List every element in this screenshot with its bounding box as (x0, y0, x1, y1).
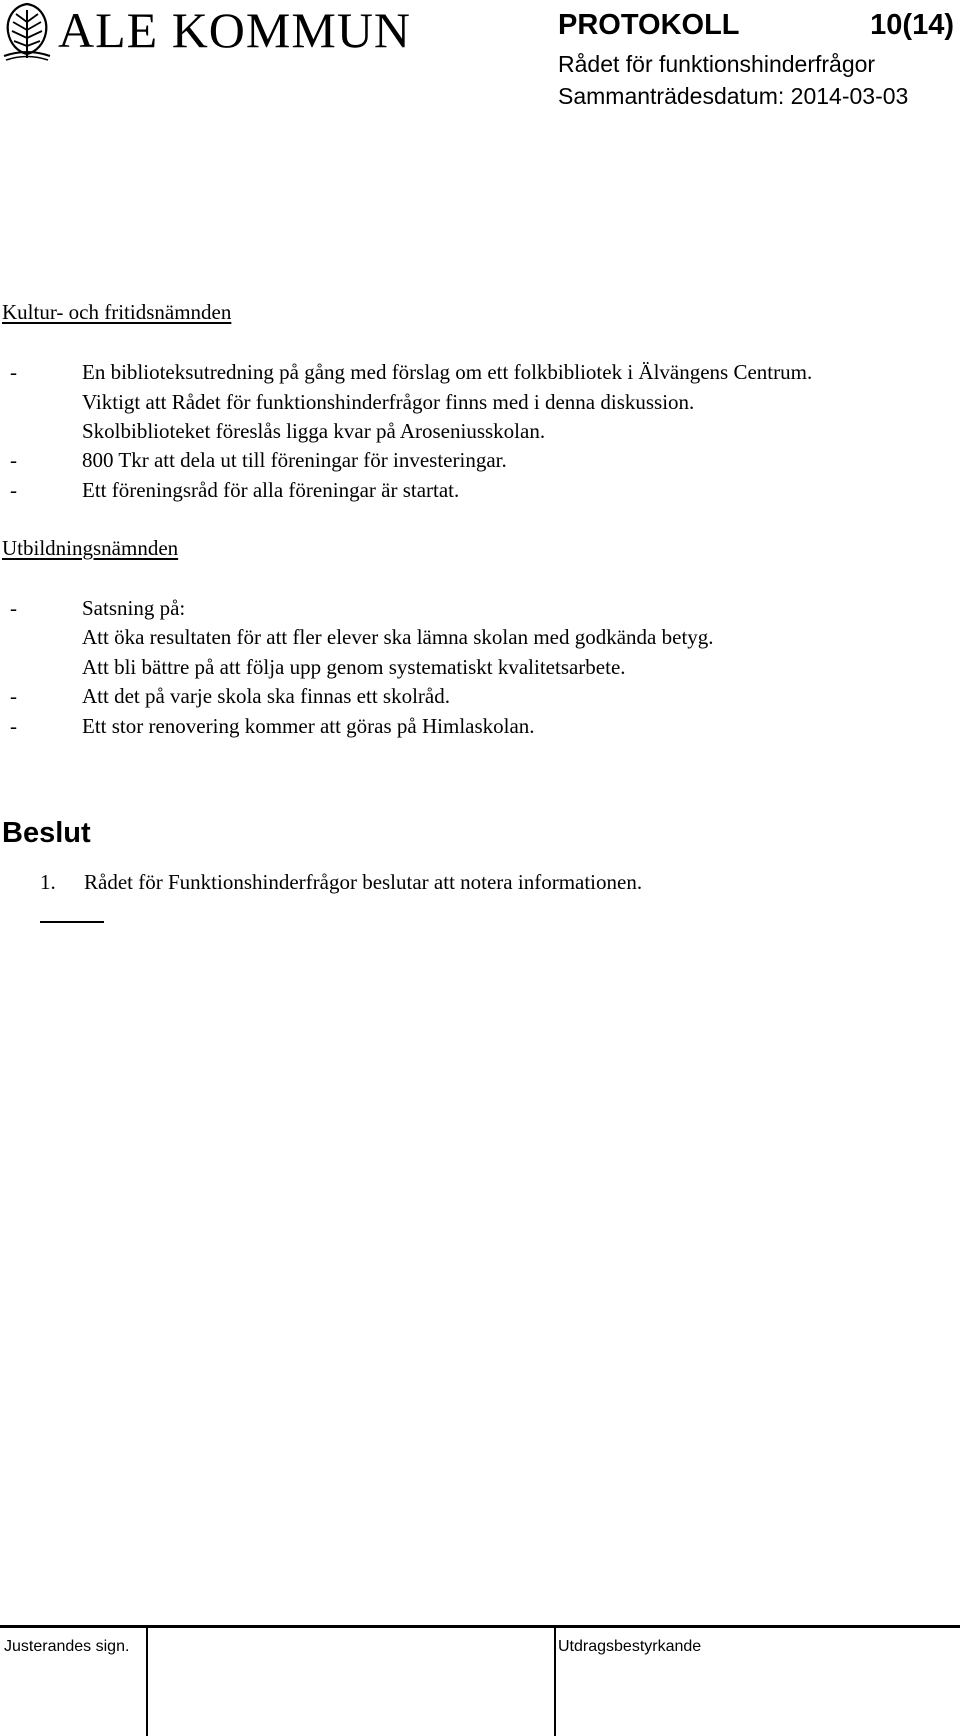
document-type: PROTOKOLL (558, 9, 740, 41)
list-item: 800 Tkr att dela ut till föreningar för investeringar. (82, 448, 507, 472)
decision-number: 1. (40, 870, 56, 894)
meeting-date: Sammanträdesdatum: 2014-03-03 (558, 83, 909, 109)
list-dash: - (10, 478, 17, 502)
decision-text: Rådet för Funktionshinderfrågor beslutar att notera informationen. (84, 870, 643, 894)
footer-divider (554, 1627, 556, 1736)
end-rule (40, 921, 104, 923)
org-name: ALE KOMMUN (58, 2, 412, 58)
section-heading-utbildning: Utbildningsnämnden (2, 536, 179, 560)
list-item-continuation: Viktigt att Rådet för funktionshinderfrågor finns med i denna diskussion. (82, 390, 695, 414)
list-item: Ett stor renovering kommer att göras på Himlaskolan. (82, 714, 535, 738)
signature-label: Justerandes sign. (4, 1638, 130, 1655)
decision-heading: Beslut (2, 817, 91, 849)
footer-rule (0, 1625, 960, 1628)
list-dash: - (10, 360, 17, 384)
list-item: Att det på varje skola ska finnas ett skolråd. (82, 684, 450, 708)
list-item-continuation: Att öka resultaten för att fler elever ska lämna skolan med godkända betyg. (82, 625, 714, 649)
list-item: Satsning på: (82, 596, 186, 620)
list-item: Ett föreningsråd för alla föreningar är startat. (82, 478, 460, 502)
page-number: 10(14) (870, 9, 954, 41)
list-item-continuation: Skolbiblioteket föreslås ligga kvar på Aroseniusskolan. (82, 419, 546, 443)
tree-leaf-logo-icon (0, 0, 54, 62)
list-dash: - (10, 714, 17, 738)
section-heading-kultur: Kultur- och fritidsnämnden (2, 300, 232, 324)
committee-name: Rådet för funktionshinderfrågor (558, 51, 876, 77)
certification-label: Utdragsbestyrkande (558, 1638, 702, 1655)
footer-divider (146, 1627, 148, 1736)
list-dash: - (10, 684, 17, 708)
list-dash: - (10, 596, 17, 620)
list-item-continuation: Att bli bättre på att följa upp genom systematiskt kvalitetsarbete. (82, 655, 626, 679)
list-dash: - (10, 448, 17, 472)
list-item: En biblioteksutredning på gång med förslag om ett folkbibliotek i Älvängens Centrum. (82, 360, 813, 384)
